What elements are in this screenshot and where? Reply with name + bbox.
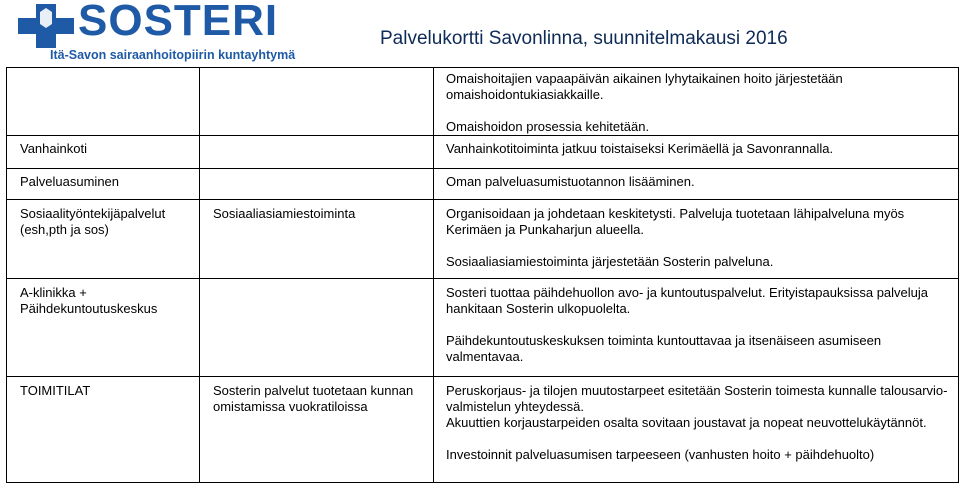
row-category: Palveluasuminen	[20, 174, 120, 189]
row-category: Vanhainkoti	[20, 141, 87, 156]
row-category-cell	[7, 68, 200, 136]
row-description-cell	[434, 68, 959, 136]
row-category: A-klinikka + Päihdekuntoutuskeskus	[20, 285, 158, 316]
table-row	[7, 279, 959, 377]
row-description-cell	[434, 377, 959, 483]
row-category: Sosiaalityöntekijäpalvelut (esh,pth ja sos)	[20, 206, 166, 237]
table-row	[7, 136, 959, 169]
row-description-paragraph: Sosiaaliasiamiestoiminta järjestetään Sosterin palveluna.	[446, 254, 774, 269]
row-category-cell	[7, 136, 200, 169]
row-description-cell	[434, 200, 959, 279]
table-row	[7, 377, 959, 483]
row-category-cell	[7, 377, 200, 483]
row-category-cell	[7, 279, 200, 377]
table-row	[7, 169, 959, 200]
service-card-table	[6, 67, 959, 483]
row-description-paragraph: Investoinnit palveluasumisen tarpeeseen (vanhusten hoito + päihdehuolto)	[446, 447, 875, 462]
row-service-cell	[200, 169, 434, 200]
row-service-cell	[200, 377, 434, 483]
row-service-cell	[200, 68, 434, 136]
table-row	[7, 200, 959, 279]
row-description-cell	[434, 279, 959, 377]
row-service-cell	[200, 200, 434, 279]
page-title: Palvelukortti Savonlinna, suunnitelmakausi 2016	[380, 28, 788, 49]
row-service-cell	[200, 136, 434, 169]
row-description-cell	[434, 169, 959, 200]
row-service: Sosterin palvelut tuotetaan kunnan omistamissa vuokratiloissa	[213, 383, 414, 414]
row-description-paragraph: Omaishoitajien vapaapäivän aikainen lyhytaikainen hoito järjestetään omaishoidontukiasiakkaille.	[446, 71, 843, 102]
table-row	[7, 68, 959, 136]
sosteri-logo-cross-icon	[16, 4, 76, 48]
row-description-paragraph: Sosteri tuottaa päihdehuollon avo- ja kuntoutuspalvelut. Erityistapauksissa palveluja hankitaan Sosterin ulkopuolelta.	[446, 285, 929, 316]
row-description-paragraph: Omaishoidon prosessia kehitetään.	[446, 119, 650, 134]
row-description-paragraph: Oman palveluasumistuotannon lisääminen.	[446, 174, 695, 189]
row-service-cell	[200, 279, 434, 377]
sosteri-logo	[2, 2, 302, 66]
row-description-paragraph: Peruskorjaus- ja tilojen muutostarpeet esitetään Sosterin toimesta kunnalle talousarvio-valmistelun yhteydessä. Akuuttien korjaustarpeiden osalta sovitaan joustavat ja nopeat neuvottelukäytännöt.	[446, 383, 948, 430]
logo-wordmark: SOSTERI	[78, 0, 279, 45]
row-description-paragraph: Päihdekuntoutuskeskuksen toiminta kuntouttavaa ja itsenäiseen asumiseen valmentavaa.	[446, 333, 882, 364]
row-category: TOIMITILAT	[20, 383, 91, 398]
row-description-cell	[434, 136, 959, 169]
row-description-paragraph: Vanhainkotitoiminta jatkuu toistaiseksi Kerimäellä ja Savonrannalla.	[446, 141, 834, 156]
row-description-paragraph: Organisoidaan ja johdetaan keskitetysti. Palveluja tuotetaan lähipalveluna myös Kerimäen ja Punkaharjun alueella.	[446, 206, 905, 237]
row-category-cell	[7, 169, 200, 200]
row-category-cell	[7, 200, 200, 279]
row-service: Sosiaaliasiamiestoiminta	[213, 206, 356, 221]
logo-subtitle: Itä-Savon sairaanhoitopiirin kuntayhtymä	[50, 48, 296, 62]
page-header	[0, 0, 960, 68]
